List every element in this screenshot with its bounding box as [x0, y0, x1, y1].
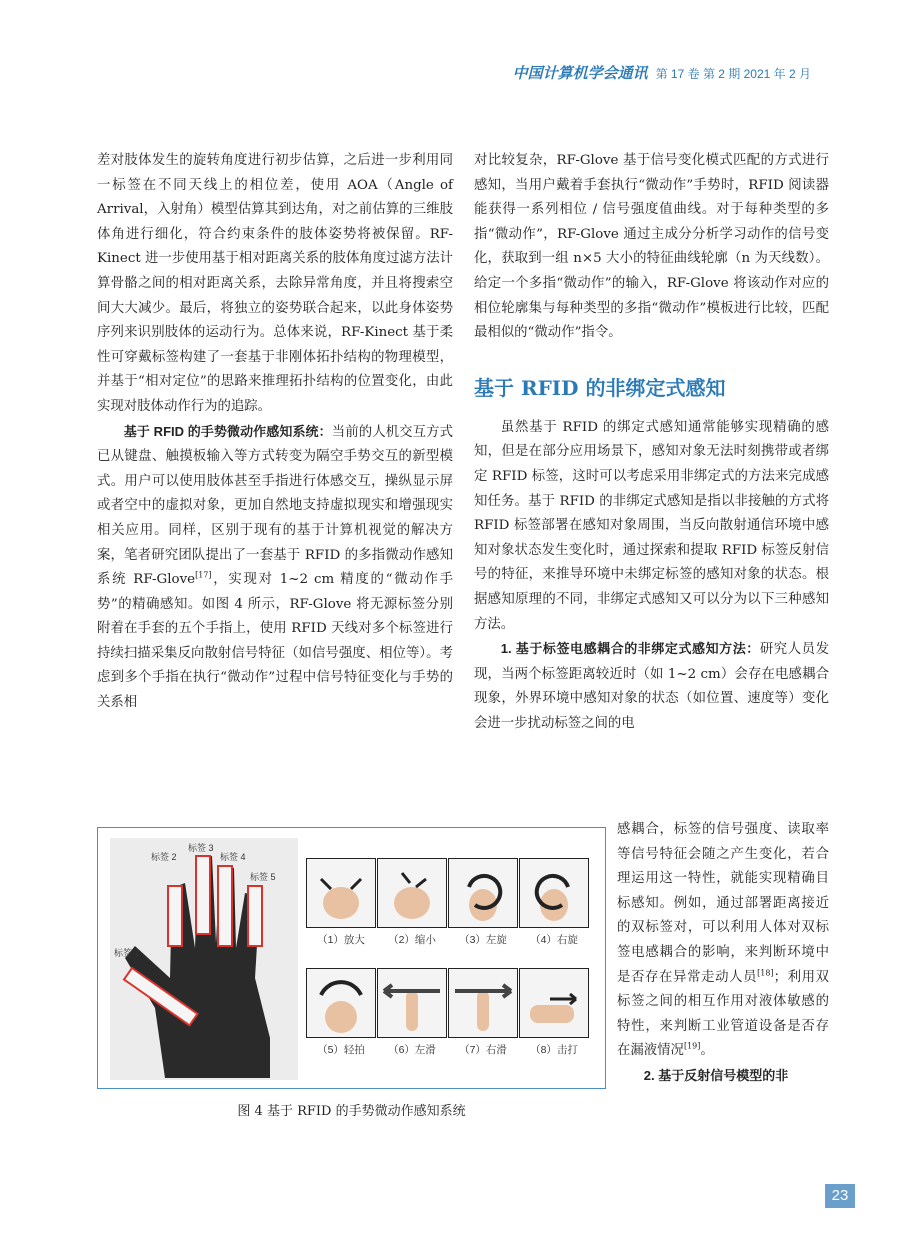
- paragraph-text: 。: [700, 1043, 714, 1059]
- section-heading: 基于 RFID 的非绑定式感知: [474, 375, 726, 400]
- paragraph: [617, 1064, 829, 1090]
- paragraph: [617, 818, 829, 1064]
- gesture-swipe-right-image: [448, 968, 518, 1038]
- gesture-zoom-in-image: [306, 858, 376, 928]
- tag-label: 标签 2: [151, 852, 177, 862]
- citation: [17]: [195, 570, 212, 580]
- figure-caption: 图 4 基于 RFID 的手势微动作感知系统: [237, 1104, 466, 1119]
- gesture-zoom-out-image: [377, 858, 447, 928]
- paragraph: 虽然基于 RFID 的绑定式感知通常能够实现精确的感知，但是在部分应用场景下，感知对象无法时刻携带或者绑定 RFID 标签，这时可以考虑采用非绑定式的方法来完成感知任务。基于 RFID 的非绑定式感知是指以非接触的方式将 RFID 标签部署在感知对象周围，当反向散射通信环境中感知对象状态发生变化时，通过探索和提取 RFID 标签反射信号的特征，来推导环境中未绑定标签的感知对象的状态。根据感知原理的不同，非绑定式感知又可以分为以下三种感知方法。: [474, 419, 829, 632]
- gesture-label: （4）右旋: [530, 934, 578, 946]
- gesture-label: （6）左滑: [388, 1044, 436, 1056]
- gesture-tap-image: [306, 968, 376, 1038]
- paragraph: 差对肢体发生的旋转角度进行初步估算，之后进一步利用同一标签在不同天线上的相位差，使用 AOA（Angle of Arrival，入射角）模型估算其到达角，对之前估算的三维肢体角进行细化，符合约束条件的肢体姿势将被保留。RF-Kinect 进一步使用基于相对距离关系的肢体角度过滤方法计算骨骼之间的相对距离关系，去除异常角度，并且将搜索空间大大减少。最后，将独立的姿势联合起来，以此身体姿势序列来识别肢体的运动行为。总体来说，RF-Kinect 基于柔性可穿戴标签构建了一套基于非刚体拓扑结构的物理模型，并基于“相对定位”的思路来推理拓扑结构的位置变化，由此实现对肢体动作行为的追踪。: [97, 153, 453, 414]
- paragraph-text: 研究人员发现，当两个标签距离较近时（如 1~2 cm）会存在电感耦合现象，外界环境中感知对象的状态（如位置、速度等）变化会进一步扰动标签之间的电: [474, 642, 829, 731]
- citation: [18]: [757, 968, 774, 978]
- paragraph-text: ，实现对 1~2 cm 精度的“微动作手势”的精确感知。如图 4 所示，RF-Glove 将无源标签分别附着在手套的五个手指上，使用 RFID 天线对多个标签进行持续扫描采集反向散射信号特征（如信号强度、相位等）。考虑到多个手指在执行“微动作”过程中信号特征变化与手势的关系相: [97, 572, 453, 711]
- gesture-rotate-left-image: [448, 858, 518, 928]
- left-column: [97, 149, 453, 716]
- gesture-label: （3）左旋: [459, 934, 507, 946]
- paragraph-text: ；利用双标签之间的相互作用对液体敏感的特性，来判断工业管道设备是否存在漏液情况: [617, 969, 830, 1059]
- paragraph-lead: 基于 RFID 的手势微动作感知系统：: [123, 423, 332, 439]
- paragraph-lead: 1. 基于标签电感耦合的非绑定式感知方法：: [500, 641, 760, 657]
- gesture-label: （1）放大: [317, 934, 365, 946]
- paragraph-lead: 2. 基于反射信号模型的非: [643, 1067, 789, 1083]
- right-column-continued: [617, 818, 829, 1090]
- gesture-strike-image: [519, 968, 589, 1038]
- page-number: 23: [825, 1184, 855, 1208]
- tag-label: 标签 3: [188, 843, 214, 853]
- paragraph: 对比较复杂，RF-Glove 基于信号变化模式匹配的方式进行感知，当用户戴着手套执行“微动作”手势时，RFID 阅读器能获得一系列相位 / 信号强度值曲线。对于每种类型的多指“微动作”，RF-Glove 通过主成分分析学习动作的信号变化，获取到一组 n×5 大小的特征曲线轮廓（n 为天线数）。给定一个多指“微动作”的输入，RF-Glove 将该动作对应的相位轮廓集与每种类型的多指“微动作”模板进行比较，匹配最相似的“微动作”指令。: [474, 153, 829, 341]
- paragraph-text: 当前的人机交互方式已从键盘、触摸板输入等方式转变为隔空手势交互的新型模式。用户可以使用肢体甚至手指进行体感交互，操纵显示屏或者空中的虚拟对象，更加自然地支持虚拟现实和增强现实相关应用。同样，区别于现有的基于计算机视觉的解决方案，笔者研究团队提出了一套基于 RFID 的多指微动作感知系统 RF-Glove: [97, 424, 454, 588]
- paragraph-text: 感耦合，标签的信号强度、读取率等信号特征会随之产生变化，若合理运用这一特性，就能实现精确目标感知。例如，通过部署距离接近的双标签对，可以利用人体对双标签电感耦合的影响，来判断环境中是否存在异常走动人员: [617, 822, 829, 985]
- gesture-label: （7）右滑: [459, 1044, 507, 1056]
- tag-label: 标签 1: [114, 948, 140, 958]
- right-column: [474, 149, 829, 736]
- gesture-label: （5）轻拍: [317, 1044, 365, 1056]
- tag-label: 标签 4: [220, 852, 246, 862]
- running-header: [513, 62, 811, 83]
- issue-info: 第 17 卷 第 2 期 2021 年 2 月: [655, 67, 811, 81]
- figure-4: [97, 827, 606, 1089]
- paragraph: [97, 420, 453, 716]
- gesture-rotate-right-image: [519, 858, 589, 928]
- paragraph: [474, 637, 829, 736]
- gesture-swipe-left-image: [377, 968, 447, 1038]
- journal-name: 中国计算机学会通讯: [512, 64, 648, 82]
- tag-label: 标签 5: [250, 872, 276, 882]
- gesture-label: （8）击打: [530, 1044, 578, 1056]
- citation: [19]: [683, 1041, 701, 1051]
- gesture-label: （2）缩小: [388, 934, 436, 946]
